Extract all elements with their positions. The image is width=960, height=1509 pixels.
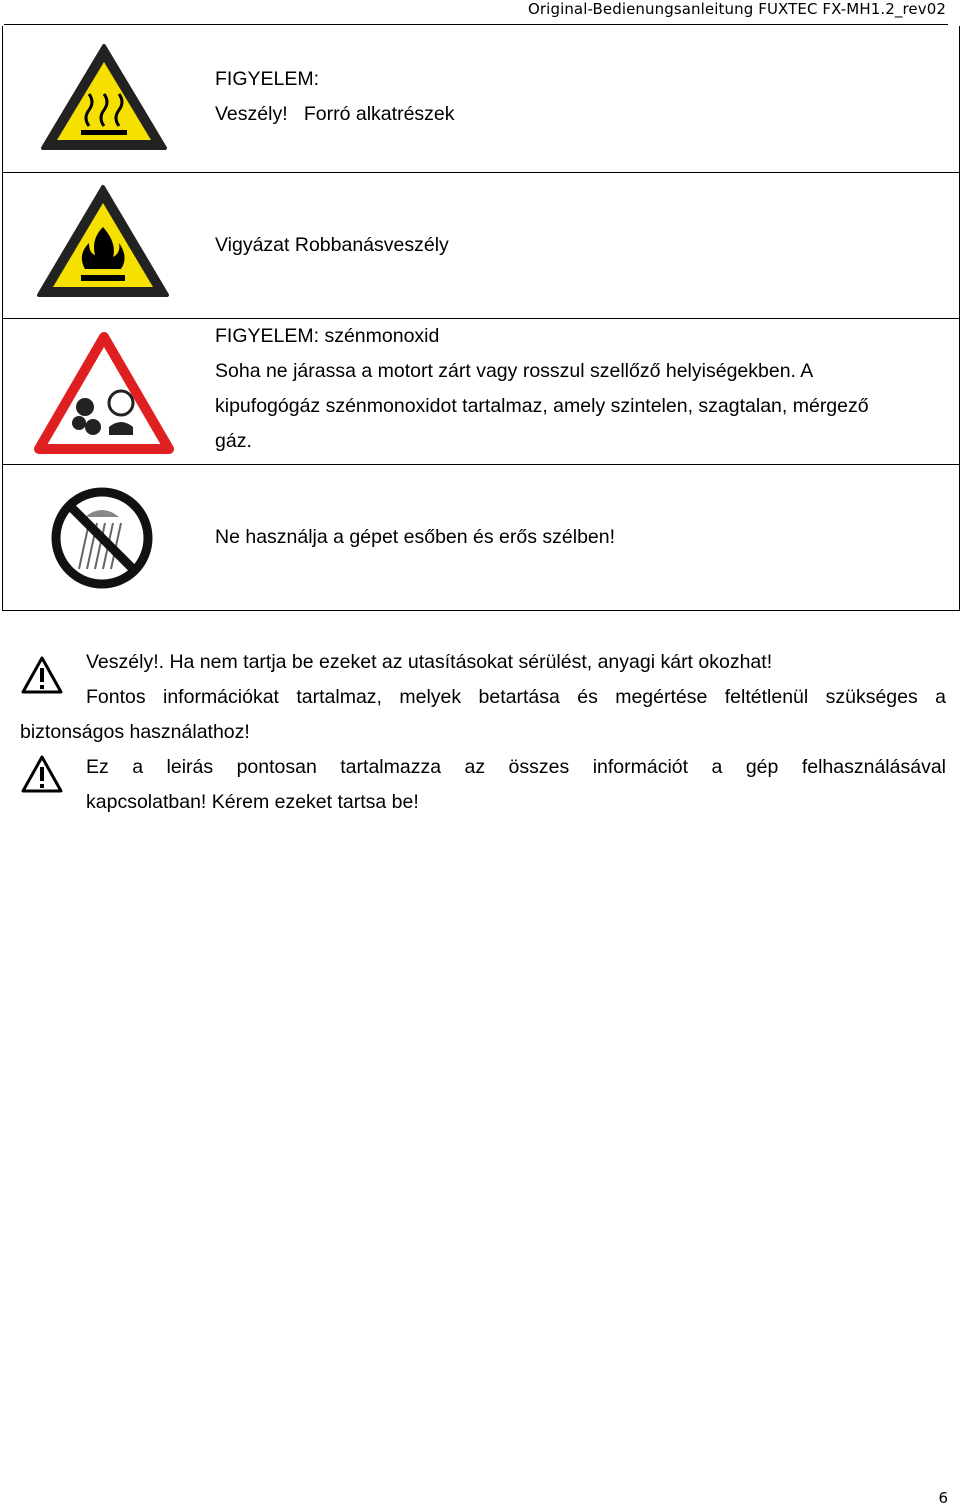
warning-note	[20, 645, 946, 750]
table-row	[3, 464, 959, 610]
warning-triangle-icon	[20, 655, 64, 695]
no-rain-prohibition-icon	[49, 485, 155, 591]
document-header: Original-Bedienungsanleitung FUXTEC FX-MH1.2_rev02	[528, 0, 946, 18]
table-row	[3, 26, 959, 172]
warning-notes	[20, 645, 946, 820]
note-line: Ez a leirás pontosan tartalmazza az összes információt a gép felhasználásával	[86, 756, 946, 778]
note-line: biztonságos használathoz!	[20, 721, 250, 743]
table-row	[3, 318, 959, 464]
row-text-line: FIGYELEM: szénmonoxid	[215, 325, 440, 347]
row-text-line: Vigyázat Robbanásveszély	[215, 234, 449, 256]
row-text-line: gáz.	[215, 430, 252, 452]
note-line: kapcsolatban! Kérem ezeket tartsa be!	[86, 791, 419, 813]
row-text-line: kipufogógáz szénmonoxidot tartalmaz, amely szintelen, szagtalan, mérgező	[215, 395, 869, 417]
row-text-line: Veszély! Forró alkatrészek	[215, 103, 455, 125]
table-row	[3, 172, 959, 318]
note-line: Veszély!. Ha nem tartja be ezeket az utasításokat sérülést, anyagi kárt okozhat!	[86, 651, 773, 673]
page-number: 6	[938, 1489, 948, 1507]
safety-symbol-table	[2, 26, 960, 611]
header-rule	[4, 24, 948, 25]
row-text-line: Ne használja a gépet esőben és erős szélben!	[215, 526, 616, 548]
warning-triangle-icon	[20, 754, 64, 794]
warning-note	[20, 750, 946, 820]
row-text-line: FIGYELEM:	[215, 68, 320, 90]
carbon-monoxide-warning-icon	[33, 331, 175, 455]
hot-surface-warning-icon	[39, 42, 169, 154]
fire-explosion-warning-icon	[35, 183, 171, 303]
row-text-line: Soha ne járassa a motort zárt vagy rosszul szellőző helyiségekben. A	[215, 360, 814, 382]
note-line: Fontos információkat tartalmaz, melyek betartása és megértése feltétlenül szükséges a	[86, 686, 946, 708]
